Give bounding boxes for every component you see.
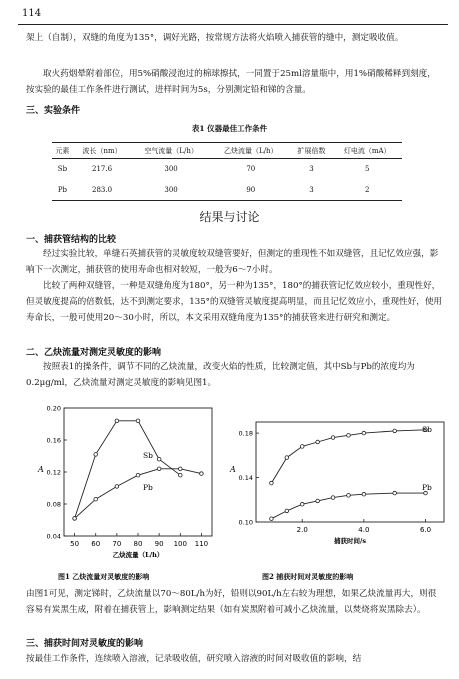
table-row	[52, 159, 402, 180]
table-header-cell: 波长（nm）	[82, 146, 122, 155]
x-tick-label: 6.0	[419, 526, 432, 534]
table-cell: 70	[246, 165, 256, 174]
data-point-pb	[136, 473, 140, 477]
paragraph-acetylene-result: 由图1可见，测定锑时，乙炔流量以70～80L/h为好，铅则以90L/h左右较为理想，如果乙炔流量再大，则很容易有炭黑生成，附着在捕获管上，影响测定结果（如有炭黑附着可减小乙炔流量，以焚烧将炭黑除去）。	[26, 589, 437, 615]
series-label-sb: Sb	[422, 425, 432, 434]
data-point-sb	[115, 419, 119, 423]
table-cell: 300	[164, 185, 178, 194]
data-point-pb	[270, 517, 274, 521]
table-header-row	[52, 143, 402, 159]
table-cell: 90	[246, 185, 256, 194]
x-axis-label: 乙炔流量（L/h）	[112, 551, 164, 559]
x-tick-label: 90	[154, 540, 164, 548]
y-tick-label: 0.08	[46, 500, 61, 509]
data-point-pb	[393, 491, 397, 495]
heading-capture-time: 三、捕获时间对灵敏度的影响	[26, 639, 144, 649]
x-tick-label: 70	[112, 540, 122, 548]
data-point-sb	[316, 440, 320, 444]
data-point-sb	[347, 434, 351, 438]
table-cell: 3	[309, 165, 314, 174]
data-point-sb	[362, 431, 366, 435]
data-point-sb	[393, 429, 397, 433]
data-point-sb	[136, 419, 140, 423]
data-point-sb	[94, 453, 98, 457]
table-cell: Sb	[57, 165, 68, 174]
y-tick-label: 0.10	[238, 518, 253, 527]
table-header-cell: 扩展倍数	[297, 146, 326, 155]
heading-experimental-conditions: 三、实验条件	[26, 106, 81, 116]
y-tick-label: 0.16	[46, 436, 61, 445]
data-point-pb	[94, 497, 98, 501]
intro-paragraph: 架上（自制），双缝的角度为135°，调好光路，按常规方法将火焰喷入捕获管的缝中，测定吸收值。	[26, 33, 404, 43]
data-point-sb	[285, 456, 289, 460]
y-tick-label: 0.04	[46, 532, 61, 541]
series-label-pb: Pb	[422, 483, 432, 492]
series-label-sb: Sb	[143, 451, 153, 460]
x-tick-label: 110	[194, 540, 209, 548]
table-header-cell: 灯电流（mA）	[343, 146, 391, 155]
table-caption: 表1 仪器最佳工作条件	[191, 124, 268, 133]
x-tick-label: 4.0	[358, 526, 370, 534]
y-tick-label: 0.12	[46, 468, 61, 477]
table-cell: 5	[364, 165, 370, 174]
page-number: 114	[22, 8, 42, 19]
section-title: 结果与讨论	[199, 210, 260, 224]
data-point-pb	[115, 485, 119, 489]
table-cell: 300	[164, 165, 178, 174]
table-row	[52, 180, 402, 201]
table-header-cell: 空气流量（L/h）	[144, 146, 198, 155]
conditions-table	[52, 142, 402, 201]
paragraph-structure-2: 比较了两种双缝管，一种是双缝角度为180°，另一种为135°，180°的捕获管记忆效应较小，重现性好，但灵敏度提高的倍数低，达不到测定要求，135°的双缝管灵敏度提高明显，而且记忆效应小，重现性好，使用寿命长，一般可使用20～30小时，所以，本文采用双缝角度为135°的捕获管来进行研究和测定。	[26, 281, 443, 323]
data-point-pb	[73, 517, 77, 521]
plot-frame	[64, 408, 212, 536]
y-tick-label: 0.18	[238, 429, 253, 438]
table-cell: 3	[309, 185, 314, 194]
figure-2-caption: 图2 捕获时间对灵敏度的影响	[262, 572, 354, 581]
x-tick-label: 60	[91, 540, 101, 548]
data-point-pb	[347, 494, 351, 498]
paragraph-structure-1: 经过实验比较，单缝石英捕获管的灵敏度较双缝管要好，但测定的重现性不如双缝管，且记忆效应强，影响下一次测定，捕获管的使用寿命也相对较短，一般为6～7小时。	[26, 249, 439, 275]
data-point-pb	[331, 496, 335, 500]
data-point-pb	[316, 499, 320, 503]
series-label-pb: Pb	[143, 483, 153, 492]
sample-paragraph: 取火药烟晕附着部位，用5%硝酸浸泡过的棉球擦拭，一同置于25ml溶量瓶中，用1%硝酸稀释到刻度，按实验的最佳工作条件进行测试，进样时间为5s，分别测定铅和锑的含量。	[26, 69, 436, 95]
x-tick-label: 2.0	[296, 526, 308, 534]
data-point-pb	[157, 467, 161, 471]
x-axis-label: 捕获时间/s	[333, 537, 367, 545]
y-axis-label: A	[230, 465, 236, 474]
x-tick-label: 100	[173, 540, 187, 548]
data-point-sb	[300, 445, 304, 449]
y-tick-label: 0.20	[46, 404, 61, 413]
paragraph-capture-time: 按最佳工作条件，连续喷入溶液，记录吸收值，研究喷入溶液的时间对吸收值的影响，结	[26, 654, 362, 664]
table-cell: 2	[364, 185, 370, 194]
y-axis-label: A	[38, 465, 44, 474]
data-point-sb	[178, 473, 182, 477]
data-point-pb	[200, 472, 204, 476]
header-rule	[18, 24, 448, 25]
x-tick-label: 50	[70, 540, 80, 548]
plot-frame	[256, 422, 444, 522]
heading-acetylene-effect: 二、乙炔流量对测定灵敏度的影响	[26, 348, 162, 358]
figure-1-caption: 图1 乙炔流量对灵敏度的影响	[58, 572, 150, 581]
y-tick-label: 0.14	[238, 474, 253, 483]
data-point-pb	[362, 492, 366, 496]
heading-structure-comparison: 一、捕获管结构的比较	[26, 235, 117, 245]
data-point-pb	[178, 467, 182, 471]
series-line-sb	[271, 430, 425, 483]
x-tick-label: 80	[133, 540, 143, 548]
figure-1-chart	[30, 398, 220, 568]
data-point-sb	[331, 436, 335, 440]
table-cell: 283.0	[92, 185, 113, 194]
table-header-cell: 元素	[55, 146, 70, 155]
data-point-pb	[285, 509, 289, 513]
data-point-pb	[300, 502, 304, 506]
data-point-sb	[157, 457, 161, 461]
table-header-cell: 乙炔流量（L/h）	[224, 146, 278, 155]
table-cell: 217.6	[92, 165, 113, 174]
data-point-sb	[270, 481, 274, 485]
paragraph-acetylene: 按照表1的操条件，调节不同的乙炔流量，改变火焰的性质，比较测定值，其中Sb与Pb的浓度均为0.2μg/ml，乙炔流量对测定灵敏度的影响见图1。	[26, 362, 415, 388]
table-cell: Pb	[57, 185, 68, 194]
figure-2-chart	[222, 418, 452, 568]
